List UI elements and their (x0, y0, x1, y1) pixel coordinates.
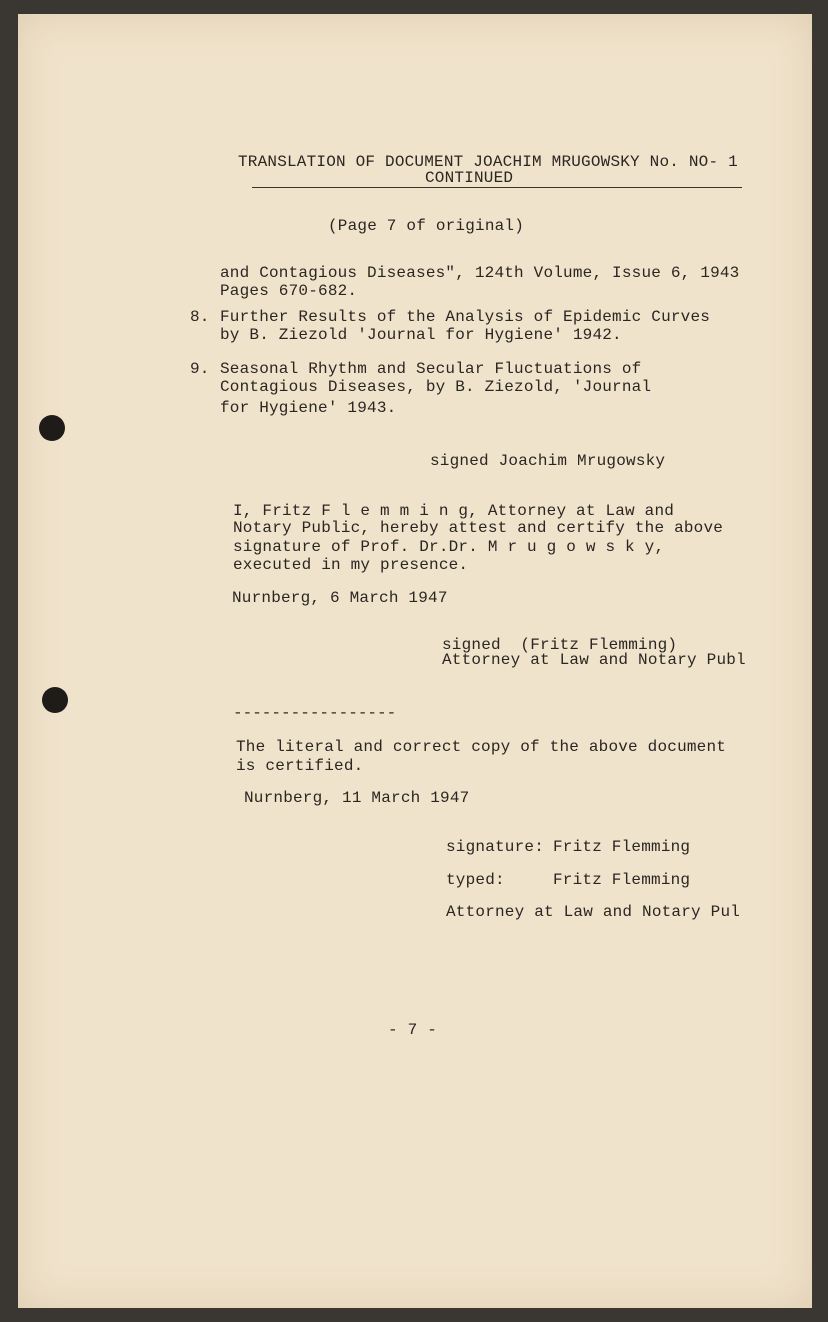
document-title: TRANSLATION OF DOCUMENT JOACHIM MRUGOWSKY No. NO- 1 (238, 153, 738, 171)
typed-label: typed: (446, 871, 505, 889)
attorney-title: Attorney at Law and Notary Pul (446, 903, 741, 921)
reference-number: 9. (190, 360, 210, 378)
header-underline (252, 187, 742, 188)
attestation-place-date: Nurnberg, 6 March 1947 (232, 589, 448, 607)
page-reference: (Page 7 of original) (328, 217, 525, 235)
attestation-signed-title: Attorney at Law and Notary Publ (442, 651, 746, 669)
document-subtitle: CONTINUED (425, 169, 514, 187)
signature-label: signature: (446, 838, 545, 856)
reference-line: for Hygiene' 1943. (220, 399, 397, 417)
reference-number: 8. (190, 308, 210, 326)
attestation-line: I, Fritz F l e m m i n g, Attorney at Law and (233, 502, 675, 520)
signed-main: signed Joachim Mrugowsky (430, 452, 666, 470)
certification-place-date: Nurnberg, 11 March 1947 (244, 789, 470, 807)
punch-hole-bottom (42, 687, 68, 713)
typed-value: Fritz Flemming (553, 871, 691, 889)
punch-hole-top (39, 415, 65, 441)
attestation-signed: signed (Fritz Flemming) (442, 636, 678, 654)
signature-value: Fritz Flemming (553, 838, 691, 856)
page-number: - 7 - (388, 1021, 438, 1039)
reference-line: by B. Ziezold 'Journal for Hygiene' 1942. (220, 326, 622, 344)
separator-line: ----------------- (233, 704, 397, 722)
reference-continued-line: and Contagious Diseases", 124th Volume, Issue 6, 1943 (220, 264, 740, 282)
reference-line: Further Results of the Analysis of Epidemic Curves (220, 308, 711, 326)
reference-line: Contagious Diseases, by B. Ziezold, 'Journal (220, 378, 652, 396)
reference-continued-line: Pages 670-682. (220, 282, 358, 300)
certification-line: The literal and correct copy of the above document (236, 738, 727, 756)
certification-line: is certified. (236, 757, 364, 775)
attestation-line: executed in my presence. (233, 556, 469, 574)
reference-line: Seasonal Rhythm and Secular Fluctuations of (220, 360, 642, 378)
attestation-line: signature of Prof. Dr.Dr. M r u g o w s k y, (233, 538, 665, 556)
attestation-line: Notary Public, hereby attest and certify the above (233, 519, 724, 537)
